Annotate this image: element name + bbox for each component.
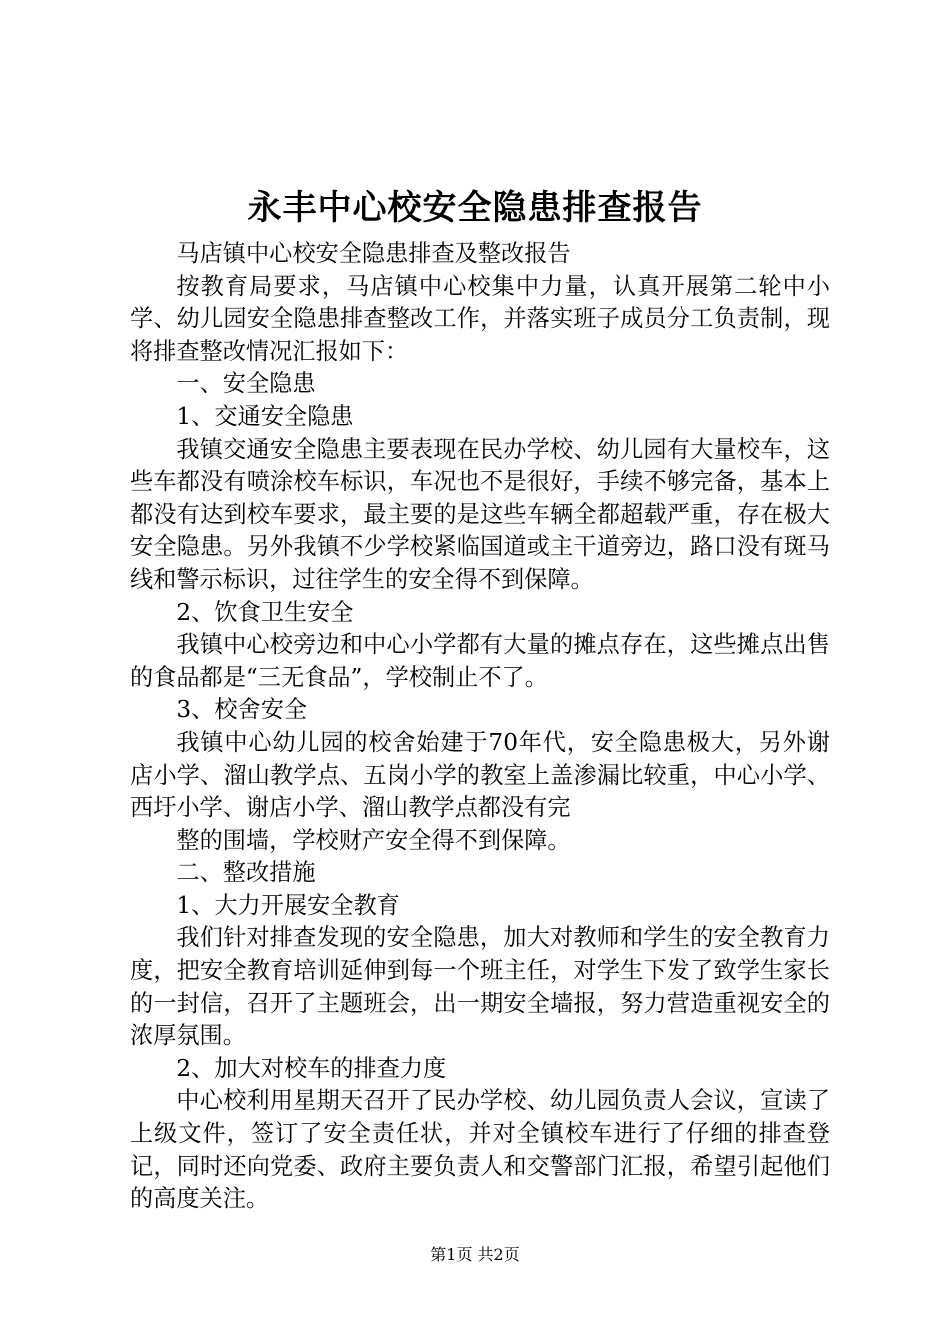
paragraph-traffic: 我镇交通安全隐患主要表现在民办学校、幼儿园有大量校车，这些车都没有喷涂校车标识，车况也不是很好，手续不够完备，基本上都没有达到校车要求，最主要的是这些车辆全都超载严重，存在极大安全隐患。另外我镇不少学校紧临国道或主干道旁边，路口没有斑马线和警示标识，过往学生的安全得不到保障。 (130, 435, 830, 593)
paragraph-intro: 按教育局要求，马店镇中心校集中力量，认真开展第二轮中小学、幼儿园安全隐患排查整改工作，并落实班子成员分工负责制，现将排查整改情况汇报如下： (130, 272, 830, 365)
subheading-bus-inspection: 2、加大对校车的排查力度 (176, 1054, 447, 1082)
paragraph-buildings-cont: 整的围墙，学校财产安全得不到保障。 (176, 826, 571, 854)
section-heading-measures: 二、整改措施 (176, 859, 316, 887)
page-number: 第1页 共2页 (430, 1245, 520, 1264)
paragraph-subtitle: 马店镇中心校安全隐患排查及整改报告 (176, 240, 571, 267)
subheading-buildings: 3、校舍安全 (176, 696, 308, 724)
section-heading-hazards: 一、安全隐患 (176, 370, 316, 398)
subheading-traffic: 1、交通安全隐患 (176, 402, 354, 430)
document-body (130, 238, 830, 1216)
paragraph-bus-inspection: 中心校利用星期天召开了民办学校、幼儿园负责人会议，宣读了上级文件，签订了安全责任状，并对全镇校车进行了仔细的排查登记，同时还向党委、政府主要负责人和交警部门汇报，希望引起他们的高度关注。 (130, 1087, 830, 1213)
subheading-education: 1、大力开展安全教育 (176, 891, 400, 919)
paragraph-buildings: 我镇中心幼儿园的校舍始建于70年代，安全隐患极大，另外谢店小学、溜山教学点、五岗小学的教室上盖渗漏比较重，中心小学、西圩小学、谢店小学、溜山教学点都没有完 (130, 728, 830, 822)
paragraph-education: 我们针对排查发现的安全隐患，加大对教师和学生的安全教育力度，把安全教育培训延伸到每一个班主任，对学生下发了致学生家长的一封信，召开了主题班会，出一期安全墙报，努力营造重视安全的浓厚氛围。 (130, 924, 830, 1050)
subheading-food: 2、饮食卫生安全 (176, 598, 354, 626)
paragraph-food: 我镇中心校旁边和中心小学都有大量的摊点存在，这些摊点出售的食品都是“三无食品”，学校制止不了。 (130, 631, 830, 691)
document-title: 永丰中心校安全隐患排查报告 (247, 188, 703, 228)
